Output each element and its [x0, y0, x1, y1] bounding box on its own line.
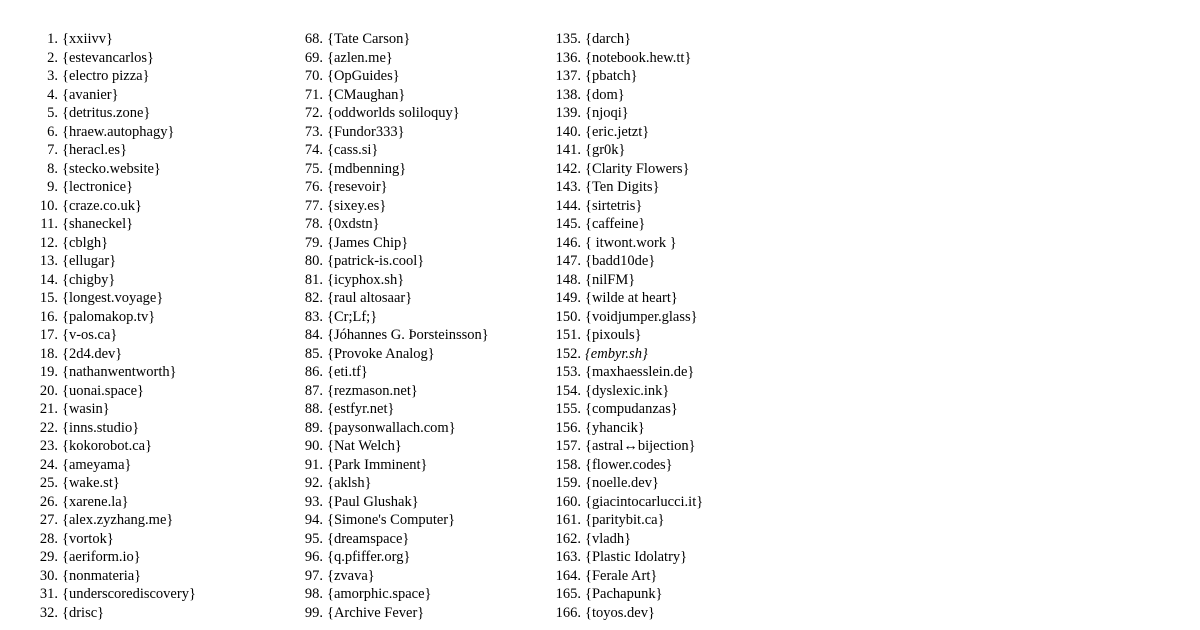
list-item — [287, 160, 489, 179]
list-item — [287, 585, 489, 604]
item-number: 6. — [47, 123, 58, 140]
item-number: 159. — [555, 475, 581, 491]
site-link[interactable]: {inns.studio} — [62, 419, 140, 436]
list-item — [287, 271, 489, 290]
site-link[interactable]: {yhancik} — [585, 419, 645, 436]
site-link[interactable]: {noelle.dev} — [585, 475, 659, 491]
list-item — [545, 289, 703, 308]
site-link[interactable]: {dyslexic.ink} — [585, 382, 670, 399]
item-number: 3. — [47, 68, 58, 84]
site-link[interactable]: {azlen.me} — [327, 49, 393, 66]
item-number: 163. — [555, 549, 581, 565]
site-link[interactable]: {wasin} — [62, 401, 110, 417]
list-item — [287, 345, 489, 364]
item-number: 95. — [304, 530, 323, 547]
item-number: 154. — [555, 382, 581, 399]
list-item — [545, 511, 703, 530]
list-item — [30, 252, 196, 271]
site-link[interactable]: {aeriform.io} — [62, 549, 141, 565]
list-item — [545, 49, 703, 68]
site-link[interactable]: {xxiivv} — [62, 31, 113, 47]
item-number: 164. — [555, 567, 581, 584]
site-link[interactable]: {detritus.zone} — [62, 105, 151, 121]
item-number: 97. — [304, 567, 323, 584]
item-number: 69. — [304, 49, 323, 66]
site-link[interactable]: {voidjumper.glass} — [585, 308, 698, 325]
item-number: 142. — [555, 160, 581, 177]
list-item — [30, 104, 196, 123]
list-item — [30, 419, 196, 438]
list-item — [287, 197, 489, 216]
list-item — [287, 437, 489, 456]
list-item — [545, 604, 703, 623]
site-link[interactable]: {heracl.es} — [62, 142, 128, 158]
list-item — [287, 123, 489, 142]
site-link[interactable]: {shaneckel} — [62, 216, 134, 232]
site-link[interactable]: {Pachapunk} — [585, 586, 663, 602]
item-number: 87. — [304, 382, 323, 399]
site-link[interactable]: {eti.tf} — [327, 364, 368, 380]
site-link[interactable]: {Plastic Idolatry} — [585, 549, 688, 565]
item-number: 82. — [304, 290, 323, 306]
item-number: 141. — [555, 142, 581, 158]
item-number: 13. — [39, 253, 58, 269]
list-item — [287, 252, 489, 271]
site-link[interactable]: {rezmason.net} — [327, 382, 418, 399]
item-number: 80. — [304, 253, 323, 269]
site-link[interactable]: {0xdstn} — [327, 216, 380, 232]
list-item — [30, 160, 196, 179]
item-number: 15. — [39, 290, 58, 306]
list-item — [30, 326, 196, 345]
list-item — [545, 215, 703, 234]
list-item — [545, 548, 703, 567]
list-item — [30, 49, 196, 68]
site-link[interactable]: {Nat Welch} — [327, 438, 402, 454]
site-link[interactable]: {wake.st} — [62, 475, 120, 491]
list-item — [30, 567, 196, 586]
site-link[interactable]: {xarene.la} — [62, 493, 129, 510]
list-item — [30, 215, 196, 234]
list-item — [545, 567, 703, 586]
item-number: 78. — [304, 216, 323, 232]
list-item — [545, 530, 703, 549]
site-link[interactable]: {Simone's Computer} — [327, 512, 456, 528]
site-link[interactable]: {darch} — [585, 31, 632, 47]
item-number: 74. — [304, 142, 323, 158]
list-item — [545, 197, 703, 216]
site-link[interactable]: {CMaughan} — [327, 86, 406, 103]
site-link[interactable]: {paritybit.ca} — [585, 512, 665, 528]
list-item — [287, 215, 489, 234]
site-link[interactable]: {uonai.space} — [62, 382, 144, 399]
item-number: 17. — [39, 327, 58, 343]
site-link[interactable]: {nilFM} — [585, 271, 636, 288]
site-link[interactable]: {pixouls} — [585, 327, 642, 343]
site-link[interactable]: {2d4.dev} — [62, 345, 123, 362]
list-item — [287, 104, 489, 123]
list-item — [30, 511, 196, 530]
item-number: 162. — [555, 530, 581, 547]
list-item — [30, 400, 196, 419]
site-link[interactable]: {Clarity Flowers} — [585, 160, 690, 177]
list-item — [30, 437, 196, 456]
site-link[interactable]: {q.pfiffer.org} — [327, 549, 411, 565]
site-link[interactable]: {giacintocarlucci.it} — [585, 493, 704, 510]
item-number: 156. — [555, 419, 581, 436]
site-link[interactable]: {alex.zyzhang.me} — [62, 512, 174, 528]
list-item — [545, 382, 703, 401]
item-number: 137. — [555, 68, 581, 84]
site-link[interactable]: {pbatch} — [585, 68, 638, 84]
site-link[interactable]: {ameyama} — [62, 456, 132, 473]
item-number: 4. — [47, 86, 58, 103]
list-item — [287, 141, 489, 160]
site-link[interactable]: {estfyr.net} — [327, 401, 395, 417]
list-item — [30, 67, 196, 86]
site-link[interactable]: {craze.co.uk} — [62, 197, 142, 214]
list-item — [545, 271, 703, 290]
site-link[interactable]: {nathanwentworth} — [62, 364, 177, 380]
item-number: 26. — [39, 493, 58, 510]
site-link[interactable]: {estevancarlos} — [62, 49, 155, 66]
item-number: 29. — [39, 549, 58, 565]
item-number: 139. — [555, 105, 581, 121]
item-number: 22. — [39, 419, 58, 436]
list-item — [30, 30, 196, 49]
list-item — [545, 400, 703, 419]
item-number: 86. — [304, 364, 323, 380]
list-item — [287, 400, 489, 419]
list-item — [287, 493, 489, 512]
item-number: 93. — [304, 493, 323, 510]
item-number: 160. — [555, 493, 581, 510]
site-link[interactable]: {Park Imminent} — [327, 456, 428, 473]
site-link[interactable]: {avanier} — [62, 86, 119, 103]
list-item — [30, 548, 196, 567]
list-item — [287, 511, 489, 530]
site-link[interactable]: {caffeine} — [585, 216, 646, 232]
site-link[interactable]: { itwont.work } — [585, 234, 677, 251]
item-number: 92. — [304, 475, 323, 491]
item-number: 94. — [304, 512, 323, 528]
item-number: 136. — [555, 49, 581, 66]
webring-list-column-1 — [30, 30, 196, 622]
item-number: 71. — [304, 86, 323, 103]
site-link[interactable]: {icyphox.sh} — [327, 271, 405, 288]
list-item — [30, 234, 196, 253]
item-number: 148. — [555, 271, 581, 288]
list-item — [30, 345, 196, 364]
site-link[interactable]: {embyr.sh} — [585, 345, 648, 362]
list-item — [287, 419, 489, 438]
item-number: 28. — [39, 530, 58, 547]
item-number: 143. — [555, 179, 581, 195]
list-item — [30, 493, 196, 512]
site-link[interactable]: {Paul Glushak} — [327, 493, 419, 510]
site-link[interactable]: {dreamspace} — [327, 530, 410, 547]
site-link[interactable]: {amorphic.space} — [327, 586, 432, 602]
webring-list-column-3 — [545, 30, 703, 622]
list-item — [30, 123, 196, 142]
list-item — [545, 456, 703, 475]
item-number: 135. — [555, 31, 581, 47]
item-number: 24. — [39, 456, 58, 473]
site-link[interactable]: {nonmateria} — [62, 567, 142, 584]
site-link[interactable]: {resevoir} — [327, 179, 388, 195]
list-item — [30, 604, 196, 623]
site-link[interactable]: {paysonwallach.com} — [327, 419, 456, 436]
item-number: 155. — [555, 401, 581, 417]
list-item — [545, 419, 703, 438]
site-link[interactable]: {notebook.hew.tt} — [585, 49, 692, 66]
item-number: 68. — [304, 31, 323, 47]
site-link[interactable]: {hraew.autophagy} — [62, 123, 175, 140]
item-number: 25. — [39, 475, 58, 491]
site-link[interactable]: {wilde at heart} — [585, 290, 678, 306]
site-link[interactable]: {Provoke Analog} — [327, 345, 435, 362]
site-link[interactable]: {toyos.dev} — [585, 604, 655, 621]
item-number: 12. — [39, 234, 58, 251]
item-number: 5. — [47, 105, 58, 121]
list-item — [30, 86, 196, 105]
list-item — [545, 437, 703, 456]
item-number: 98. — [304, 586, 323, 602]
list-item — [30, 141, 196, 160]
item-number: 166. — [555, 604, 581, 621]
item-number: 70. — [304, 68, 323, 84]
item-number: 75. — [304, 160, 323, 177]
item-number: 21. — [39, 401, 58, 417]
item-number: 18. — [39, 345, 58, 362]
item-number: 151. — [555, 327, 581, 343]
item-number: 1. — [47, 31, 58, 47]
site-link[interactable]: {James Chip} — [327, 234, 409, 251]
site-link[interactable]: {underscorediscovery} — [62, 586, 196, 602]
list-item — [287, 382, 489, 401]
list-item — [545, 493, 703, 512]
item-number: 79. — [304, 234, 323, 251]
list-item — [287, 604, 489, 623]
list-item — [545, 30, 703, 49]
item-number: 138. — [555, 86, 581, 103]
site-link[interactable]: {zvava} — [327, 567, 375, 584]
list-item — [287, 289, 489, 308]
site-link[interactable]: {stecko.website} — [62, 160, 161, 177]
item-number: 27. — [39, 512, 58, 528]
site-link[interactable]: {njoqi} — [585, 105, 629, 121]
item-number: 140. — [555, 123, 581, 140]
list-item — [287, 30, 489, 49]
list-item — [30, 363, 196, 382]
site-link[interactable]: {Fundor333} — [327, 123, 405, 140]
site-link[interactable]: {Ten Digits} — [585, 179, 660, 195]
site-link[interactable]: {v-os.ca} — [62, 327, 118, 343]
list-item — [30, 271, 196, 290]
item-number: 76. — [304, 179, 323, 195]
item-number: 161. — [555, 512, 581, 528]
item-number: 73. — [304, 123, 323, 140]
site-link[interactable]: {vladh} — [585, 530, 632, 547]
list-item — [545, 67, 703, 86]
list-item — [545, 363, 703, 382]
item-number: 96. — [304, 549, 323, 565]
site-link[interactable]: {mdbenning} — [327, 160, 407, 177]
item-number: 7. — [47, 142, 58, 158]
list-item — [287, 474, 489, 493]
site-link[interactable]: {OpGuides} — [327, 68, 400, 84]
site-link[interactable]: {Tate Carson} — [327, 31, 411, 47]
list-item — [545, 141, 703, 160]
site-link[interactable]: {gr0k} — [585, 142, 626, 158]
site-link[interactable]: {palomakop.tv} — [62, 308, 156, 325]
list-item — [545, 123, 703, 142]
item-number: 10. — [39, 197, 58, 214]
list-item — [287, 363, 489, 382]
item-number: 11. — [40, 216, 58, 232]
list-item — [287, 548, 489, 567]
list-item — [287, 567, 489, 586]
item-number: 84. — [304, 327, 323, 343]
site-link[interactable]: {Jóhannes G. Þorsteinsson} — [327, 327, 489, 343]
item-number: 158. — [555, 456, 581, 473]
list-item — [30, 585, 196, 604]
item-number: 31. — [39, 586, 58, 602]
webring-list-column-2 — [287, 30, 489, 622]
site-link[interactable]: {cblgh} — [62, 234, 109, 251]
item-number: 157. — [555, 438, 581, 454]
site-link[interactable]: {badd10de} — [585, 253, 656, 269]
site-link[interactable]: {Ferale Art} — [585, 567, 658, 584]
list-item — [545, 86, 703, 105]
item-number: 72. — [304, 105, 323, 121]
list-item — [287, 178, 489, 197]
list-item — [545, 326, 703, 345]
item-number: 83. — [304, 308, 323, 325]
site-link[interactable]: {astral↔bijection} — [585, 438, 696, 454]
item-number: 14. — [39, 271, 58, 288]
site-link[interactable]: {oddworlds soliloquy} — [327, 105, 460, 121]
list-item — [287, 86, 489, 105]
list-item — [545, 178, 703, 197]
item-number: 90. — [304, 438, 323, 454]
list-item — [545, 308, 703, 327]
item-number: 153. — [555, 364, 581, 380]
item-number: 165. — [555, 586, 581, 602]
item-number: 88. — [304, 401, 323, 417]
list-item — [545, 585, 703, 604]
site-link[interactable]: {aklsh} — [327, 475, 372, 491]
item-number: 149. — [555, 290, 581, 306]
item-number: 30. — [39, 567, 58, 584]
site-link[interactable]: {compudanzas} — [585, 401, 678, 417]
list-item — [287, 456, 489, 475]
list-item — [545, 104, 703, 123]
list-item — [30, 197, 196, 216]
item-number: 146. — [555, 234, 581, 251]
list-item — [287, 234, 489, 253]
site-link[interactable]: {lectronice} — [62, 179, 134, 195]
site-link[interactable]: {ellugar} — [62, 253, 117, 269]
item-number: 8. — [47, 160, 58, 177]
site-link[interactable]: {raul altosaar} — [327, 290, 413, 306]
site-link[interactable]: {Archive Fever} — [327, 604, 425, 621]
site-link[interactable]: {flower.codes} — [585, 456, 673, 473]
item-number: 147. — [555, 253, 581, 269]
site-link[interactable]: {dom} — [585, 86, 625, 103]
item-number: 150. — [555, 308, 581, 325]
site-link[interactable]: {sirtetris} — [585, 197, 643, 214]
list-item — [30, 456, 196, 475]
list-item — [287, 308, 489, 327]
item-number: 144. — [555, 197, 581, 214]
item-number: 20. — [39, 382, 58, 399]
list-item — [287, 530, 489, 549]
site-link[interactable]: {maxhaesslein.de} — [585, 364, 695, 380]
site-link[interactable]: {cass.si} — [327, 142, 379, 158]
list-item — [545, 474, 703, 493]
site-link[interactable]: {sixey.es} — [327, 197, 387, 214]
item-number: 2. — [47, 49, 58, 66]
site-link[interactable]: {Cr;Lf;} — [327, 308, 378, 325]
item-number: 85. — [304, 345, 323, 362]
list-item — [287, 49, 489, 68]
item-number: 77. — [304, 197, 323, 214]
list-item — [545, 160, 703, 179]
item-number: 9. — [47, 179, 58, 195]
list-item — [287, 67, 489, 86]
site-link[interactable]: {drisc} — [62, 604, 105, 621]
list-item — [545, 252, 703, 271]
item-number: 81. — [304, 271, 323, 288]
item-number: 91. — [304, 456, 323, 473]
item-number: 99. — [304, 604, 323, 621]
site-link[interactable]: {electro pizza} — [62, 68, 150, 84]
site-link[interactable]: {longest.voyage} — [62, 290, 164, 306]
site-link[interactable]: {kokorobot.ca} — [62, 438, 153, 454]
list-item — [30, 382, 196, 401]
site-link[interactable]: {chigby} — [62, 271, 116, 288]
list-item — [30, 178, 196, 197]
list-item — [30, 474, 196, 493]
list-item — [30, 530, 196, 549]
item-number: 32. — [39, 604, 58, 621]
list-item — [30, 308, 196, 327]
site-link[interactable]: {vortok} — [62, 530, 114, 547]
list-item — [545, 345, 703, 364]
item-number: 152. — [555, 345, 581, 362]
item-number: 23. — [39, 438, 58, 454]
item-number: 19. — [39, 364, 58, 380]
site-link[interactable]: {eric.jetzt} — [585, 123, 650, 140]
list-item — [30, 289, 196, 308]
site-link[interactable]: {patrick-is.cool} — [327, 253, 425, 269]
list-item — [545, 234, 703, 253]
item-number: 89. — [304, 419, 323, 436]
item-number: 16. — [39, 308, 58, 325]
item-number: 145. — [555, 216, 581, 232]
list-item — [287, 326, 489, 345]
